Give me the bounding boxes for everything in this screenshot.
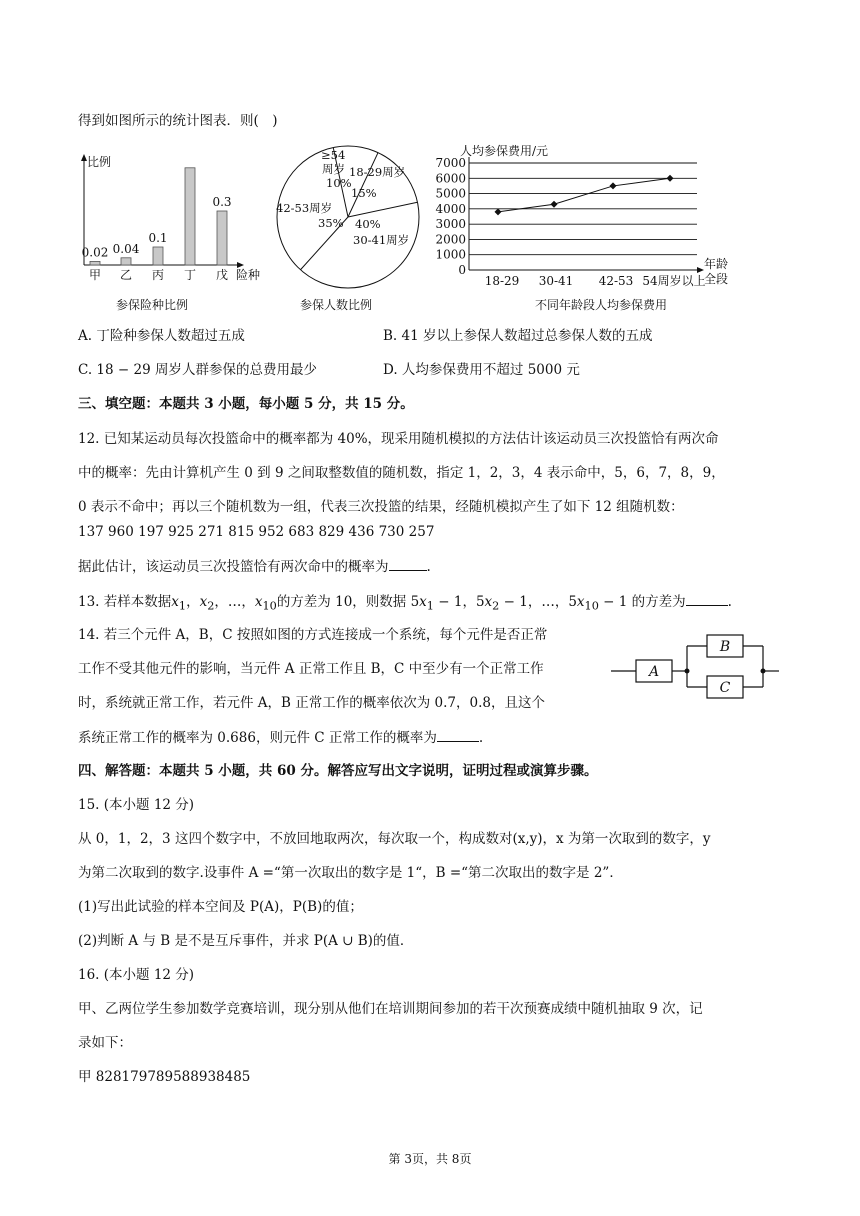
q12-answer-blank xyxy=(389,556,427,571)
page-footer: 第 3页，共 8页 xyxy=(388,1152,472,1166)
q12-line-2: 中的概率：先由计算机产生 0 到 9 之间取整数值的随机数，指定 1，2，3，4 表示命中，5，6，7，8，9， xyxy=(78,465,725,481)
line-x-arrow xyxy=(697,267,704,273)
pie-divider-2 xyxy=(348,153,378,217)
q16-line-1: 甲、乙两位学生参加数学竞赛培训，现分别从他们在培训期间参加的若干次预赛成绩中随机抽取 9 次，记 xyxy=(78,1001,703,1017)
bar-value-label-3: 0.1 xyxy=(148,231,168,245)
line-xtick-2: 30-41 xyxy=(538,274,574,287)
q12-line-5: 据此估计，该运动员三次投篮恰有两次命中的概率为 . xyxy=(78,556,431,577)
option-c: C. 18 − 29 周岁人群参保的总费用最少 xyxy=(78,362,317,378)
q15-part-1: (1)写出此试验的样本空间及 P(A)，P(B)的值； xyxy=(78,899,363,915)
q14-line-2: 工作不受其他元件的影响，当元件 A 正常工作且 B，C 中至少有一个正常工作 xyxy=(78,661,544,677)
q12-line-3: 0 表示不命中；再以三个随机数为一组，代表三次投篮的结果，经随机模拟产生了如下 12 组随机数： xyxy=(78,499,684,515)
bar-5 xyxy=(217,211,227,265)
pie-divider-3 xyxy=(348,202,417,217)
q12-line-5-text: 据此估计，该运动员三次投篮恰有两次命中的概率为 xyxy=(78,559,389,575)
option-d: D. 人均参保费用不超过 5000 元 xyxy=(383,362,580,378)
pie-caption: 参保人数比例 xyxy=(300,298,373,312)
bar-value-label-1: 0.02 xyxy=(81,245,109,260)
section-3-heading: 三、填空题：本题共 3 小题，每小题 5 分，共 15 分。 xyxy=(78,396,414,412)
bar-2 xyxy=(121,258,131,265)
pie-label-40: 40% xyxy=(355,217,381,231)
q14-line-1: 14. 若三个元件 A，B，C 按照如图的方式连接成一个系统，每个元件是否正常 xyxy=(78,627,548,643)
q14-answer-blank xyxy=(437,727,479,742)
q14-line-3: 时，系统就正常工作，若元件 A，B 正常工作的概率依次为 0.7，0.8，且这个 xyxy=(78,695,545,711)
component-c-label: C xyxy=(719,680,731,696)
line-ytick-2: 6000 xyxy=(435,171,466,186)
line-ytick-1: 7000 xyxy=(435,156,466,170)
q12-line-1: 12. 已知某运动员每次投篮命中的概率都为 40%，现采用随机模拟的方法估计该运动员三次投篮恰有两次命 xyxy=(78,431,719,447)
circuit-diagram xyxy=(609,630,781,702)
line-ytick-6: 2000 xyxy=(435,232,466,247)
q16-line-2: 录如下： xyxy=(78,1035,132,1051)
question-intro: 得到如图所示的统计图表．则( ) xyxy=(78,113,278,129)
q13-mid: 的方差为 10，则数据 xyxy=(276,594,411,610)
line-point-1 xyxy=(495,208,502,215)
pie-label-35: 35% xyxy=(318,216,344,230)
bar-value-label-5: 0.3 xyxy=(212,195,232,209)
bar-category-2: 乙 xyxy=(119,268,133,282)
option-a: A. 丁险种参保人数超过五成 xyxy=(78,328,245,344)
bar-1 xyxy=(90,261,100,265)
line-caption: 不同年龄段人均参保费用 xyxy=(535,298,668,312)
q13-line: 13. 若样本数据$x_1$，$x_2$，…，$x_{10}$的方差为 10，则数据 $5x_1 - 1$，$5x_2 - 1$，…，$5x_{10} - 1$ 的方差为 . xyxy=(78,591,732,617)
pie-label-15: 15% xyxy=(351,186,377,200)
line-xtick-3: 42-53 xyxy=(598,274,634,287)
line-point-2 xyxy=(551,201,558,208)
bar-category-4: 丁 xyxy=(183,268,197,282)
line-ytick-3: 5000 xyxy=(435,186,466,201)
line-ytick-4: 4000 xyxy=(435,201,466,216)
line-ytick-8: 0 xyxy=(458,263,466,277)
line-xtick-4: 54周岁以上 xyxy=(642,274,706,287)
line-point-3 xyxy=(610,182,617,189)
bar-category-5: 戊 xyxy=(215,268,229,282)
pie-label-42-53: 42-53周岁 xyxy=(276,201,333,215)
q15-line-2: 为第二次取到的数字.设事件 A =“第一次取出的数字是 1“，B =“第二次取出的数字是 2”． xyxy=(78,865,623,881)
option-b: B. 41 岁以上参保人数超过总参保人数的五成 xyxy=(383,328,653,344)
component-a-label: A xyxy=(648,664,660,680)
q14-line-4: 系统正常工作的概率为 0.686，则元件 C 正常工作的概率为 . xyxy=(78,727,483,748)
line-ytick-7: 1000 xyxy=(435,247,466,262)
line-xlabel-1: 年龄 xyxy=(704,257,729,271)
q13-post: 的方差为 xyxy=(627,594,686,610)
bar-xlabel: 险种 xyxy=(236,268,261,282)
line-xtick-1: 18-29 xyxy=(484,274,520,287)
bar-4 xyxy=(185,168,195,265)
bar-chart xyxy=(74,152,274,287)
pie-label-30-41: 30-41周岁 xyxy=(353,233,410,247)
section-4-heading: 四、解答题：本题共 5 小题，共 60 分。解答应写出文字说明，证明过程或演算步骤。 xyxy=(78,763,598,779)
line-point-4 xyxy=(667,175,674,182)
line-chart xyxy=(432,142,732,287)
line-ylabel: 人均参保费用/元 xyxy=(460,144,549,158)
q16-heading: 16. (本小题 12 分) xyxy=(78,967,195,983)
q15-part-2: (2)判断 A 与 B 是不是互斥事件，并求 P(A ∪ B)的值． xyxy=(78,933,414,949)
pie-label-zhousui: 周岁 xyxy=(322,162,345,176)
q16-line-3: 甲 828179789588938485 xyxy=(78,1069,251,1085)
q13-pre: 13. 若样本数据 xyxy=(78,594,172,610)
bar-ylabel: 比例 xyxy=(87,155,112,169)
line-xlabel-2: 全段 xyxy=(704,272,729,286)
bar-caption: 参保险种比例 xyxy=(116,298,189,312)
line-series-path xyxy=(498,178,670,212)
pie-label-10: 10% xyxy=(326,176,352,190)
line-ytick-5: 3000 xyxy=(435,217,466,232)
q14-line-4-text: 系统正常工作的概率为 0.686，则元件 C 正常工作的概率为 xyxy=(78,730,437,746)
q13-answer-blank xyxy=(686,591,728,606)
bar-value-label-2: 0.04 xyxy=(112,241,140,256)
q15-line-1: 从 0，1，2，3 这四个数字中，不放回地取两次，每次取一个，构成数对(x,y)，x 为第一次取到的数字，y xyxy=(78,831,711,847)
pie-label-ge54: ≥54 xyxy=(321,148,346,162)
pie-label-18-29: 18-29周岁 xyxy=(349,165,406,179)
bar-category-1: 甲 xyxy=(88,268,102,282)
q12-random-numbers: 137 960 197 925 271 815 952 683 829 436 730 257 xyxy=(78,524,435,540)
bar-3 xyxy=(153,247,163,265)
bar-category-3: 丙 xyxy=(151,268,165,282)
component-b-label: B xyxy=(719,639,731,655)
q15-heading: 15. (本小题 12 分) xyxy=(78,797,195,813)
pie-chart xyxy=(273,142,423,292)
